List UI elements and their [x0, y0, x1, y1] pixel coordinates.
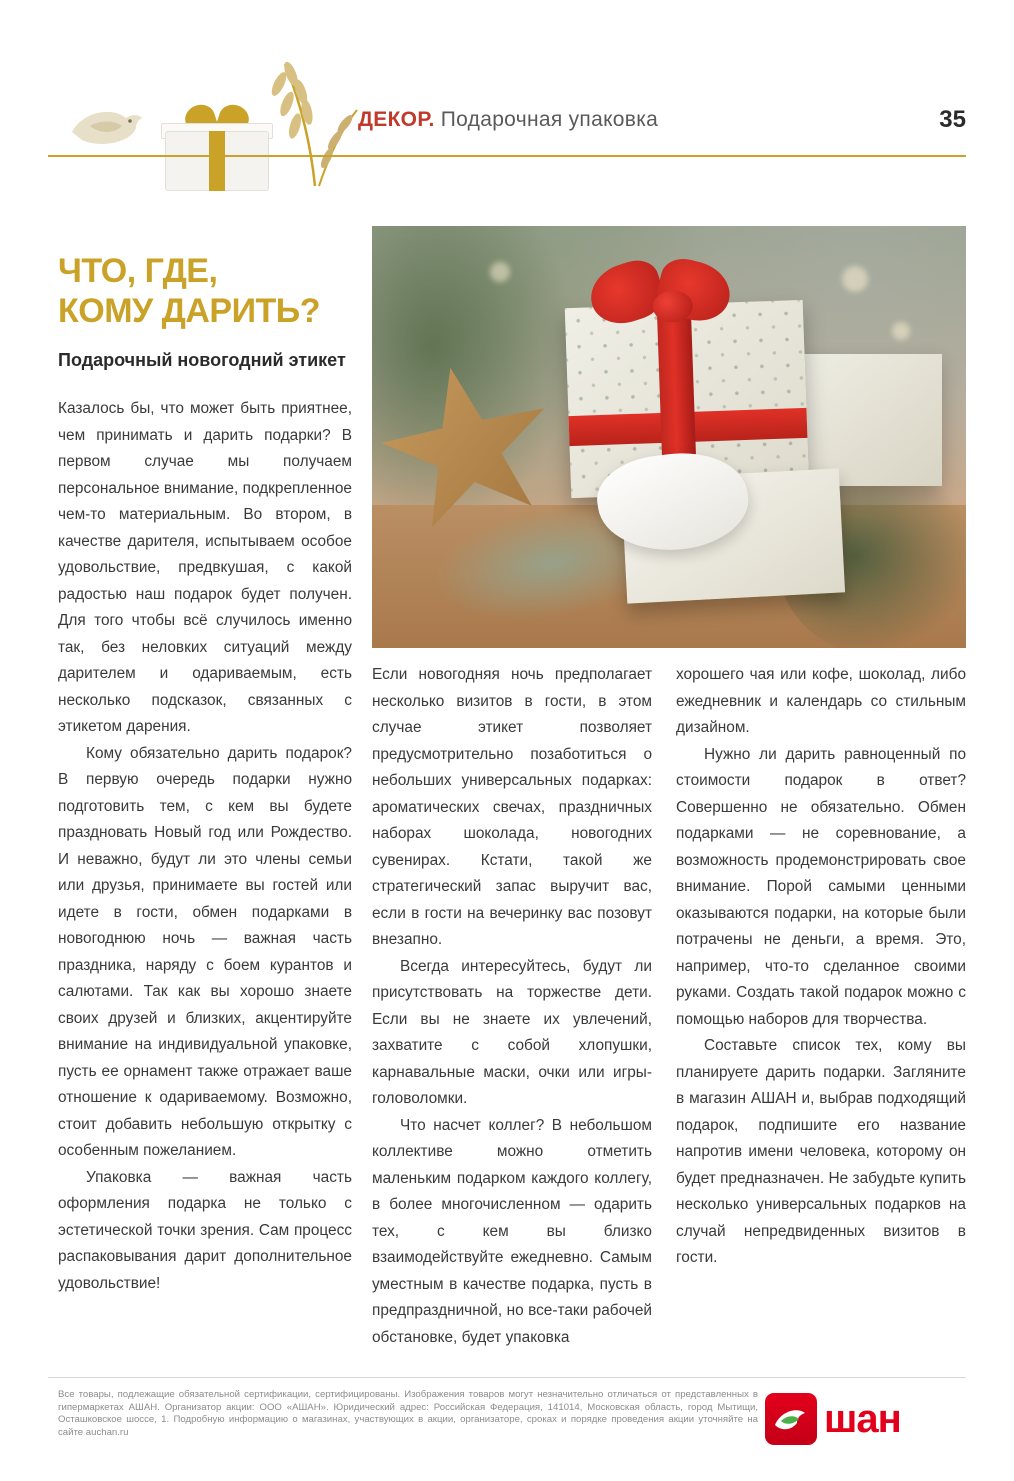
- auchan-logo: [765, 1391, 970, 1447]
- section-title-bold: ДЕКОР.: [358, 108, 435, 131]
- body-column-1: [58, 396, 352, 1297]
- body-column-2: [372, 662, 652, 1351]
- section-title: [358, 108, 658, 132]
- page-title: ЧТО, ГДЕ, КОМУ ДАРИТЬ?: [58, 251, 320, 330]
- footer-divider: [48, 1377, 966, 1378]
- paragraph: Что насчет коллег? В небольшом коллективе можно отметить маленьким подарком каждого коллегу, в более многочисленном — одарить тех, с кем вы близко взаимодействуйте ежедневно. Самым уместным в качестве подарка, пусть в предпраздничной, но все-таки рабочей обстановке, будет упаковка: [372, 1116, 652, 1346]
- paragraph: Кому обязательно дарить подарок? В первую очередь подарки нужно подготовить тем, с кем вы будете праздновать Новый год или Рождество. И неважно, будут ли это члены семьи или друзья, принимаете вы гостей или идете в гости, обмен подарками в новогоднюю ночь — важная часть праздника, наряду с боем курантов и салютами. Так как вы хорошо знаете своих друзей и близких, акцентируйте внимание на индивидуальной упаковке, пусть ее орнамент также отражает ваше отношение к одариваемому. Возможно, стоит добавить небольшую открытку с особенным пожеланием.: [58, 744, 352, 1159]
- page-header: [0, 0, 1014, 200]
- auchan-bird-icon: [773, 1405, 809, 1433]
- header-divider: [48, 155, 966, 157]
- auchan-logo-mark: [765, 1393, 817, 1445]
- article-photo: [372, 226, 966, 648]
- paragraph: Составьте список тех, кому вы планируете дарить подарки. Загляните в магазин АШАН и, выбрав подходящий подарок, подпишите его название напротив имени человека, которому он будет предназначен. Не забудьте купить несколько универсальных подарков на случай непредвиденных визитов в гости.: [676, 1037, 966, 1266]
- paragraph: хорошего чая или кофе, шоколад, либо ежедневник и календарь со стильным дизайном.: [676, 666, 966, 736]
- paragraph: Нужно ли дарить равноценный по стоимости подарок в ответ? Совершенно не обязательно. Обмен подарками — не соревнование, а возможность продемонстрировать свое внимание. Порой самыми ценными оказываются подарки, на которые были потрачены не деньги, а время. Это, например, что-то сделанное своими руками. Создать такой подарок можно с помощью наборов для творчества.: [676, 745, 966, 1028]
- section-title-rest: Подарочная упаковка: [434, 108, 659, 131]
- bird-icon: [68, 102, 146, 148]
- legal-disclaimer: Все товары, подлежащие обязательной сертификации, сертифицированы. Изображения товаров могут незначительно отличаться от представленных в гипермаркетах АШАН. Организатор акции: ООО «АШАН». Юридический адрес: Российская Федерация, 141014, Московская область, город Мытищи, Осташковское шоссе, 1. Подробную информацию о магазинах, участвующих в акции, организаторе, сроках и порядке проведения акции уточняйте на сайте auchan.ru: [58, 1389, 758, 1438]
- paragraph: Упаковка — важная часть оформления подарка не только с эстетической точки зрения. Сам процесс распаковывания дарит дополнительное удовольствие!: [58, 1168, 352, 1292]
- page-number: 35: [939, 106, 966, 133]
- article-subhead: Подарочный новогодний этикет: [58, 349, 346, 370]
- wheat-sprig-icon: [245, 48, 365, 188]
- body-column-3: [676, 662, 966, 1272]
- paragraph: Казалось бы, что может быть приятнее, чем принимать и дарить подарки? В первом случае мы получаем персональное внимание, подкрепленное чем-то материальным. Во втором, в качестве дарителя, испытываем особое удовольствие, предвкушая, с какой радостью наш подарок будет получен. Для того чтобы всё случилось именно так, без неловких ситуаций между дарителем и одариваемым, есть несколько подсказок, связанных с этикетом дарения.: [58, 400, 352, 735]
- paragraph: Если новогодняя ночь предполагает несколько визитов в гости, в этом случае этикет позволяет предусмотрительно позаботиться о небольших универсальных подарках: ароматических свечах, праздничных наборах шоколада, новогодних сувенирах. Кстати, такой же стратегический запас выручит вас, если в гости на вечеринку вас позовут внезапно.: [372, 666, 652, 948]
- auchan-logo-text: шан: [824, 1397, 901, 1441]
- header-ornament: [60, 30, 350, 180]
- page-footer: [0, 1371, 1014, 1481]
- paragraph: Всегда интересуйтесь, будут ли присутствовать на торжестве дети. Если вы не знаете их увлечений, захватите с собой хлопушки, карнавальные маски, очки или игры-головоломки.: [372, 957, 652, 1107]
